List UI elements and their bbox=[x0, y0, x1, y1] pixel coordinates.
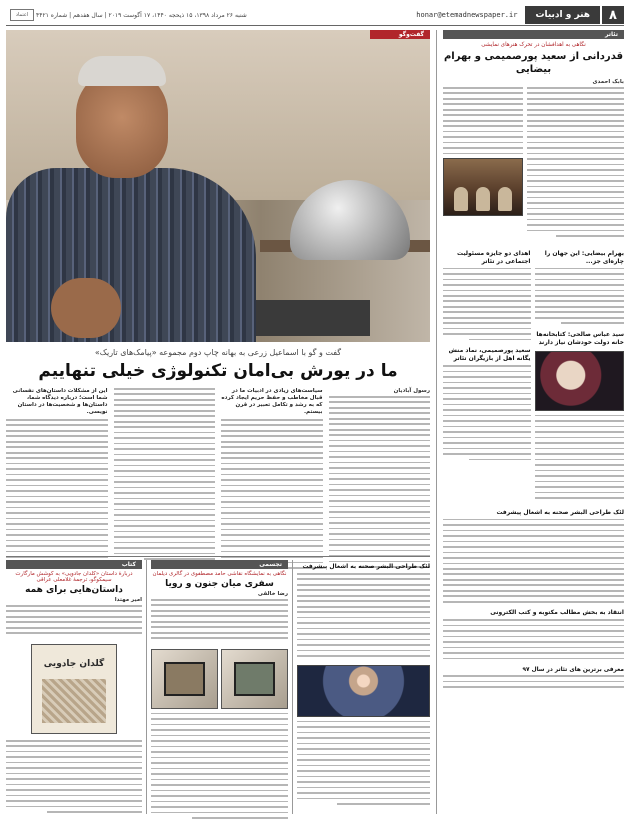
interview-col-2 bbox=[221, 388, 323, 584]
interview-col-3 bbox=[114, 388, 216, 584]
tag-art: تجسمی bbox=[151, 560, 288, 569]
tag-theater: تئاتر bbox=[443, 30, 624, 39]
sub-headline-4: سعید پورصمیمی، نماد منش یگانه اهل از بازیگران تئاتر bbox=[448, 347, 531, 363]
art-article bbox=[146, 560, 288, 814]
interview-columns bbox=[6, 388, 430, 584]
right-lead: نگاهی به اهدافشان در تحرک هنرهای نمایشی bbox=[481, 42, 586, 48]
writer-portrait bbox=[6, 48, 256, 342]
gallery-photo-2 bbox=[151, 649, 218, 709]
section-email[interactable]: honar@etemadnewspaper.ir bbox=[416, 11, 518, 19]
section-divider bbox=[6, 556, 430, 557]
sub-headline-3: اهدای دو جایزه مسئولیت اجتماعی در تئاتر bbox=[456, 249, 531, 265]
ceremony-photo bbox=[443, 158, 523, 216]
page-number: ۸ bbox=[602, 6, 624, 24]
right-byline: بابک احمدی bbox=[592, 79, 624, 85]
interview-col-4 bbox=[6, 388, 108, 584]
sub-headline-6: انتقاد به بخش مطالب مکتوبه و کتب الکترونی bbox=[490, 609, 624, 617]
book-lead: دربارهٔ داستان «کلدان جادویی» به کوشش مارگارت سیمکوگو، ترجمهٔ غلامعلی عراقی bbox=[15, 571, 133, 583]
gallery-photos bbox=[151, 649, 288, 709]
interview-question-b: این از مشکلات داستان‌های نفسانی شما است؛ درباره دیدگاه شما، داستان‌ها و شخصیت‌ها در داستان نویسی. bbox=[12, 388, 108, 415]
date-line: شنبه ۲۶ مرداد ۱۳۹۸، ۱۵ ذیحجه ۱۴۴۰، ۱۷ آگوست ۲۰۱۹ | سال هفدهم | شماره ۴۴۲۱ bbox=[36, 11, 247, 19]
section-title: هنر و ادبیات bbox=[525, 6, 600, 24]
gallery-photo-1 bbox=[221, 649, 288, 709]
newspaper-logo: اعتماد bbox=[10, 9, 34, 21]
interview-col-1 bbox=[329, 388, 431, 584]
book-byline: امیر مهتدا bbox=[114, 597, 142, 603]
right-text-block bbox=[527, 87, 624, 241]
bottom-right-article bbox=[292, 560, 430, 814]
page-header bbox=[6, 6, 624, 24]
header-rule bbox=[6, 25, 624, 26]
sub-headline-5: لئک طراحی البشر صحنه به اشغال پیشرفت bbox=[496, 508, 624, 516]
art-byline: رضا خالقی bbox=[257, 591, 288, 597]
interview-question-a: سیاست‌های زیادی در ادبیات ما در قبال مخاطب و حفظ حریم ایجاد کرده که به رشد و تکامل تعبیر در قرن بیستم. bbox=[221, 388, 323, 415]
main-headline: ما در یورش بی‌امان تکنولوژی خیلی تنهاییم bbox=[38, 361, 398, 381]
sub-headline-7: معرفی برترین های تئاتر در سال ۹۷ bbox=[522, 667, 624, 674]
minister-photo bbox=[535, 351, 625, 411]
hero-photo bbox=[6, 30, 430, 342]
sub-headline-2: سید عباس صالحی: کتابخانه‌ها خانه دولت خودشان نیاز دارند bbox=[536, 330, 624, 346]
tag-interview: گفت‌وگو bbox=[370, 30, 430, 39]
art-headline: سفری میان جنون و رویا bbox=[165, 579, 274, 589]
right-headline: قدردانی از سعید پورصمیمی و بهرام بیضایی bbox=[443, 51, 624, 75]
right-sub-col-a bbox=[535, 247, 625, 503]
right-sub-col-b bbox=[443, 247, 531, 503]
tag-book: کتاب bbox=[6, 560, 142, 569]
right-column bbox=[436, 30, 624, 814]
singer-photo bbox=[297, 665, 430, 717]
br-headline: لئک طراحی البشر صحنه به اشغال پیشرفت bbox=[302, 563, 430, 570]
book-headline: داستان‌هایی برای همه bbox=[25, 585, 123, 595]
book-cover bbox=[31, 644, 117, 734]
book-article bbox=[6, 560, 142, 814]
main-kicker: گفت و گو با اسماعیل زرعی به بهانه چاپ دوم مجموعه «پیامک‌های تاریک» bbox=[94, 348, 342, 357]
book-cover-title: گلدان جادویی bbox=[43, 658, 105, 669]
interview-author: رسول آبادیان bbox=[393, 388, 430, 394]
art-lead: نگاهی به نمایشگاه نقاشی حامد مصطفوی در گالری دیلمان bbox=[152, 571, 287, 577]
sub-headline-1: بهرام بیضایی: این جهان را چاره‌ای جز... bbox=[544, 249, 624, 265]
